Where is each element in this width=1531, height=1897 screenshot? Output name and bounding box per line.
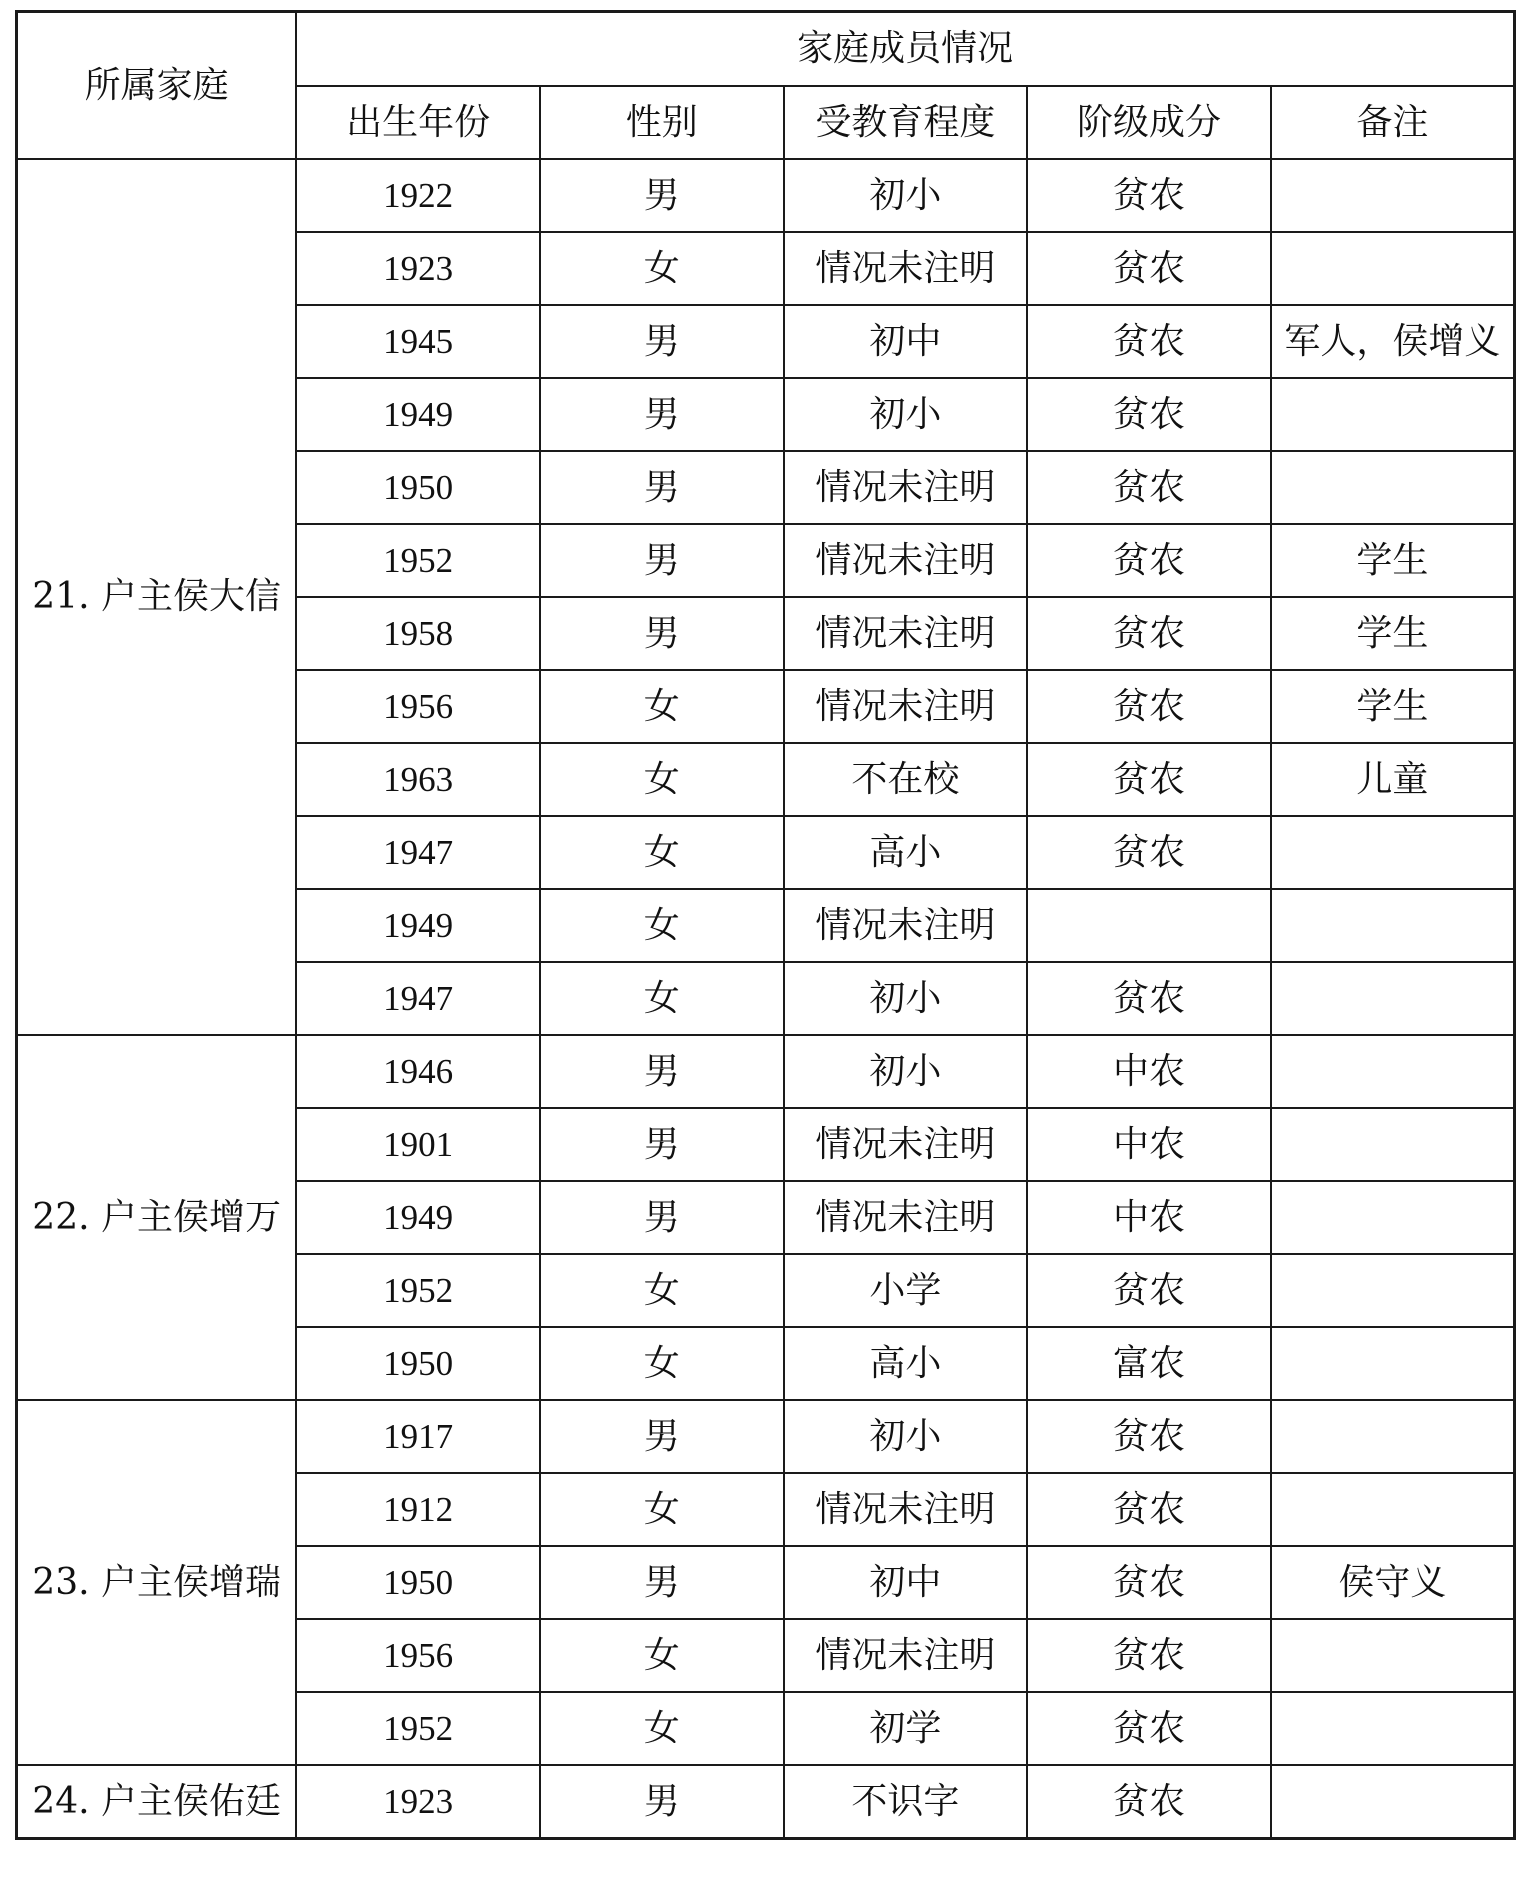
cell-education: 不识字 xyxy=(784,1765,1028,1839)
cell-class-status: 贫农 xyxy=(1027,305,1271,378)
header-class-status: 阶级成分 xyxy=(1027,86,1271,159)
cell-education: 初小 xyxy=(784,962,1028,1035)
cell-gender: 女 xyxy=(540,743,784,816)
family-members-table xyxy=(15,10,1516,1840)
cell-birth-year: 1952 xyxy=(296,524,540,597)
cell-education: 情况未注明 xyxy=(784,232,1028,305)
cell-gender: 女 xyxy=(540,1473,784,1546)
cell-gender: 女 xyxy=(540,1692,784,1765)
cell-education: 不在校 xyxy=(784,743,1028,816)
cell-gender: 男 xyxy=(540,1546,784,1619)
table-body xyxy=(17,159,1515,1839)
cell-remarks xyxy=(1271,1765,1515,1839)
cell-class-status: 贫农 xyxy=(1027,1400,1271,1473)
cell-birth-year: 1945 xyxy=(296,305,540,378)
cell-birth-year: 1963 xyxy=(296,743,540,816)
cell-birth-year: 1952 xyxy=(296,1254,540,1327)
cell-birth-year: 1949 xyxy=(296,1181,540,1254)
cell-remarks xyxy=(1271,232,1515,305)
cell-remarks: 儿童 xyxy=(1271,743,1515,816)
cell-class-status: 贫农 xyxy=(1027,1546,1271,1619)
header-gender: 性别 xyxy=(540,86,784,159)
table-row xyxy=(17,159,1515,232)
header-group-title: 家庭成员情况 xyxy=(296,12,1514,87)
cell-class-status: 富农 xyxy=(1027,1327,1271,1400)
cell-education: 情况未注明 xyxy=(784,451,1028,524)
cell-remarks xyxy=(1271,1035,1515,1108)
cell-class-status: 贫农 xyxy=(1027,159,1271,232)
cell-birth-year: 1901 xyxy=(296,1108,540,1181)
cell-education: 初小 xyxy=(784,378,1028,451)
cell-education: 初中 xyxy=(784,1546,1028,1619)
cell-education: 初中 xyxy=(784,305,1028,378)
cell-education: 初小 xyxy=(784,1035,1028,1108)
cell-education: 初小 xyxy=(784,159,1028,232)
cell-remarks: 学生 xyxy=(1271,524,1515,597)
header-remarks: 备注 xyxy=(1271,86,1515,159)
cell-class-status xyxy=(1027,889,1271,962)
cell-birth-year: 1947 xyxy=(296,816,540,889)
cell-remarks xyxy=(1271,816,1515,889)
cell-gender: 女 xyxy=(540,670,784,743)
cell-education: 初小 xyxy=(784,1400,1028,1473)
header-row-1 xyxy=(17,12,1515,87)
cell-birth-year: 1946 xyxy=(296,1035,540,1108)
cell-class-status: 贫农 xyxy=(1027,232,1271,305)
cell-remarks xyxy=(1271,1181,1515,1254)
cell-class-status: 贫农 xyxy=(1027,1619,1271,1692)
cell-birth-year: 1950 xyxy=(296,451,540,524)
cell-class-status: 贫农 xyxy=(1027,1473,1271,1546)
cell-birth-year: 1923 xyxy=(296,1765,540,1839)
cell-class-status: 中农 xyxy=(1027,1035,1271,1108)
cell-gender: 女 xyxy=(540,1327,784,1400)
cell-remarks xyxy=(1271,1473,1515,1546)
cell-gender: 男 xyxy=(540,305,784,378)
cell-education: 情况未注明 xyxy=(784,670,1028,743)
cell-remarks: 侯守义 xyxy=(1271,1546,1515,1619)
cell-birth-year: 1949 xyxy=(296,378,540,451)
cell-birth-year: 1923 xyxy=(296,232,540,305)
cell-gender: 男 xyxy=(540,1400,784,1473)
table-row xyxy=(17,1400,1515,1473)
cell-remarks xyxy=(1271,378,1515,451)
cell-education: 情况未注明 xyxy=(784,597,1028,670)
cell-birth-year: 1956 xyxy=(296,670,540,743)
cell-remarks xyxy=(1271,159,1515,232)
cell-class-status: 贫农 xyxy=(1027,597,1271,670)
cell-class-status: 贫农 xyxy=(1027,524,1271,597)
cell-birth-year: 1950 xyxy=(296,1546,540,1619)
cell-gender: 男 xyxy=(540,597,784,670)
cell-remarks xyxy=(1271,1619,1515,1692)
cell-birth-year: 1949 xyxy=(296,889,540,962)
cell-education: 情况未注明 xyxy=(784,1108,1028,1181)
cell-class-status: 贫农 xyxy=(1027,451,1271,524)
cell-gender: 女 xyxy=(540,889,784,962)
cell-remarks xyxy=(1271,1400,1515,1473)
cell-remarks: 军人，侯增义 xyxy=(1271,305,1515,378)
cell-class-status: 贫农 xyxy=(1027,816,1271,889)
cell-class-status: 贫农 xyxy=(1027,670,1271,743)
cell-birth-year: 1912 xyxy=(296,1473,540,1546)
cell-gender: 男 xyxy=(540,451,784,524)
cell-education: 情况未注明 xyxy=(784,889,1028,962)
cell-remarks xyxy=(1271,1692,1515,1765)
cell-birth-year: 1952 xyxy=(296,1692,540,1765)
cell-class-status: 中农 xyxy=(1027,1108,1271,1181)
header-birth-year: 出生年份 xyxy=(296,86,540,159)
cell-remarks xyxy=(1271,1254,1515,1327)
cell-education: 情况未注明 xyxy=(784,1619,1028,1692)
cell-birth-year: 1922 xyxy=(296,159,540,232)
document-page xyxy=(15,10,1516,1840)
cell-birth-year: 1947 xyxy=(296,962,540,1035)
cell-remarks xyxy=(1271,451,1515,524)
header-family: 所属家庭 xyxy=(17,12,297,160)
family-label: 23. 户主侯增瑞 xyxy=(17,1400,297,1765)
cell-gender: 女 xyxy=(540,816,784,889)
cell-education: 高小 xyxy=(784,1327,1028,1400)
cell-class-status: 贫农 xyxy=(1027,1765,1271,1839)
cell-class-status: 贫农 xyxy=(1027,962,1271,1035)
cell-class-status: 贫农 xyxy=(1027,1254,1271,1327)
cell-gender: 女 xyxy=(540,962,784,1035)
cell-education: 初学 xyxy=(784,1692,1028,1765)
cell-gender: 女 xyxy=(540,232,784,305)
cell-gender: 男 xyxy=(540,1181,784,1254)
cell-birth-year: 1958 xyxy=(296,597,540,670)
cell-gender: 男 xyxy=(540,1765,784,1839)
table-row xyxy=(17,1035,1515,1108)
cell-remarks xyxy=(1271,889,1515,962)
cell-education: 情况未注明 xyxy=(784,1473,1028,1546)
cell-gender: 男 xyxy=(540,378,784,451)
cell-education: 情况未注明 xyxy=(784,1181,1028,1254)
cell-remarks xyxy=(1271,1108,1515,1181)
cell-class-status: 贫农 xyxy=(1027,1692,1271,1765)
header-education: 受教育程度 xyxy=(784,86,1028,159)
cell-gender: 男 xyxy=(540,524,784,597)
cell-remarks xyxy=(1271,962,1515,1035)
cell-birth-year: 1917 xyxy=(296,1400,540,1473)
cell-education: 小学 xyxy=(784,1254,1028,1327)
cell-gender: 女 xyxy=(540,1619,784,1692)
family-label: 21. 户主侯大信 xyxy=(17,159,297,1035)
cell-gender: 男 xyxy=(540,1035,784,1108)
cell-birth-year: 1956 xyxy=(296,1619,540,1692)
cell-gender: 男 xyxy=(540,1108,784,1181)
cell-remarks xyxy=(1271,1327,1515,1400)
cell-gender: 女 xyxy=(540,1254,784,1327)
cell-education: 情况未注明 xyxy=(784,524,1028,597)
cell-gender: 男 xyxy=(540,159,784,232)
cell-birth-year: 1950 xyxy=(296,1327,540,1400)
cell-class-status: 贫农 xyxy=(1027,743,1271,816)
cell-remarks: 学生 xyxy=(1271,670,1515,743)
cell-class-status: 中农 xyxy=(1027,1181,1271,1254)
cell-class-status: 贫农 xyxy=(1027,378,1271,451)
cell-remarks: 学生 xyxy=(1271,597,1515,670)
family-label: 24. 户主侯佑廷 xyxy=(17,1765,297,1839)
cell-education: 高小 xyxy=(784,816,1028,889)
table-row xyxy=(17,1765,1515,1839)
family-label: 22. 户主侯增万 xyxy=(17,1035,297,1400)
